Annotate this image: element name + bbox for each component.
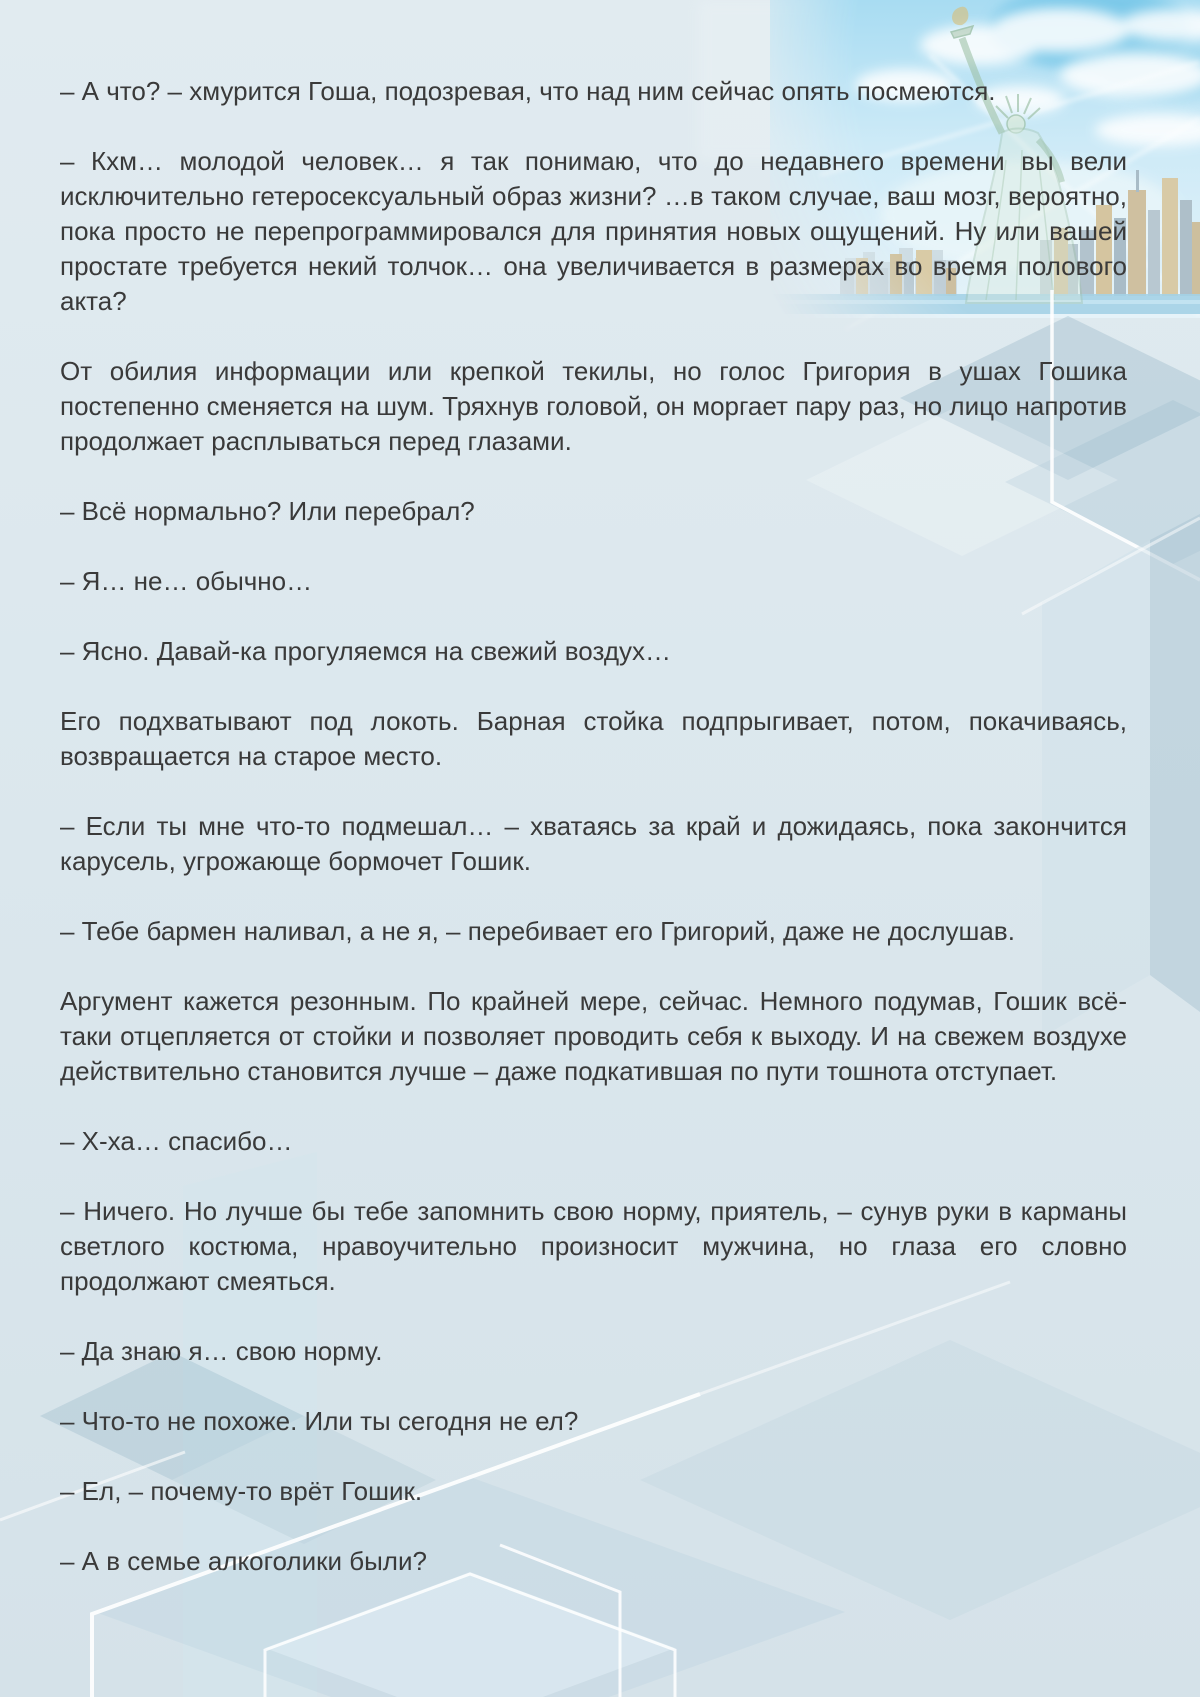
story-paragraph: – А что? – хмурится Гоша, подозревая, что над ним сейчас опять посмеются.	[60, 76, 996, 106]
story-paragraph: – Всё нормально? Или перебрал?	[60, 496, 475, 526]
story-paragraph: – Кхм… молодой человек… я так понимаю, что до недавнего времени вы вели исключительно гетеросексуальный образ жизни? …в таком случае, ваш мозг, вероятно, пока просто не перепрограммировался для принятия новых ощущений. Ну или вашей простате требуется некий толчок… она увеличивается в размерах во время полового акта?	[60, 146, 1127, 316]
story-paragraph: – А в семье алкоголики были?	[60, 1546, 427, 1576]
story-text	[60, 74, 1127, 1614]
story-paragraph: От обилия информации или крепкой текилы, но голос Григория в ушах Гошика постепенно сменяется на шум. Тряхнув головой, он моргает пару раз, но лицо напротив продолжает расплываться перед глазами.	[60, 356, 1127, 456]
story-paragraph: – Х-ха… спасибо…	[60, 1126, 293, 1156]
story-paragraph: – Ничего. Но лучше бы тебе запомнить свою норму, приятель, – сунув руки в карманы светлого костюма, нравоучительно произносит мужчина, но глаза его словно продолжают смеяться.	[60, 1196, 1127, 1296]
story-paragraph: – Если ты мне что-то подмешал… – хватаясь за край и дожидаясь, пока закончится карусель, угрожающе бормочет Гошик.	[60, 811, 1127, 876]
story-paragraph: – Я… не… обычно…	[60, 566, 313, 596]
story-paragraph: Аргумент кажется резонным. По крайней мере, сейчас. Немного подумав, Гошик всё-таки отцепляется от стойки и позволяет проводить себя к выходу. И на свежем воздухе действительно становится лучше – даже подкатившая по пути тошнота отступает.	[60, 986, 1127, 1086]
story-paragraph: – Что-то не похоже. Или ты сегодня не ел?	[60, 1406, 579, 1436]
story-paragraph: – Да знаю я… свою норму.	[60, 1336, 383, 1366]
story-paragraph: – Ясно. Давай-ка прогуляемся на свежий воздух…	[60, 636, 671, 666]
story-paragraph: – Тебе бармен наливал, а не я, – перебивает его Григорий, даже не дослушав.	[60, 916, 1015, 946]
story-paragraph: – Ел, – почему-то врёт Гошик.	[60, 1476, 423, 1506]
story-paragraph: Его подхватывают под локоть. Барная стойка подпрыгивает, потом, покачиваясь, возвращается на старое место.	[60, 706, 1127, 771]
